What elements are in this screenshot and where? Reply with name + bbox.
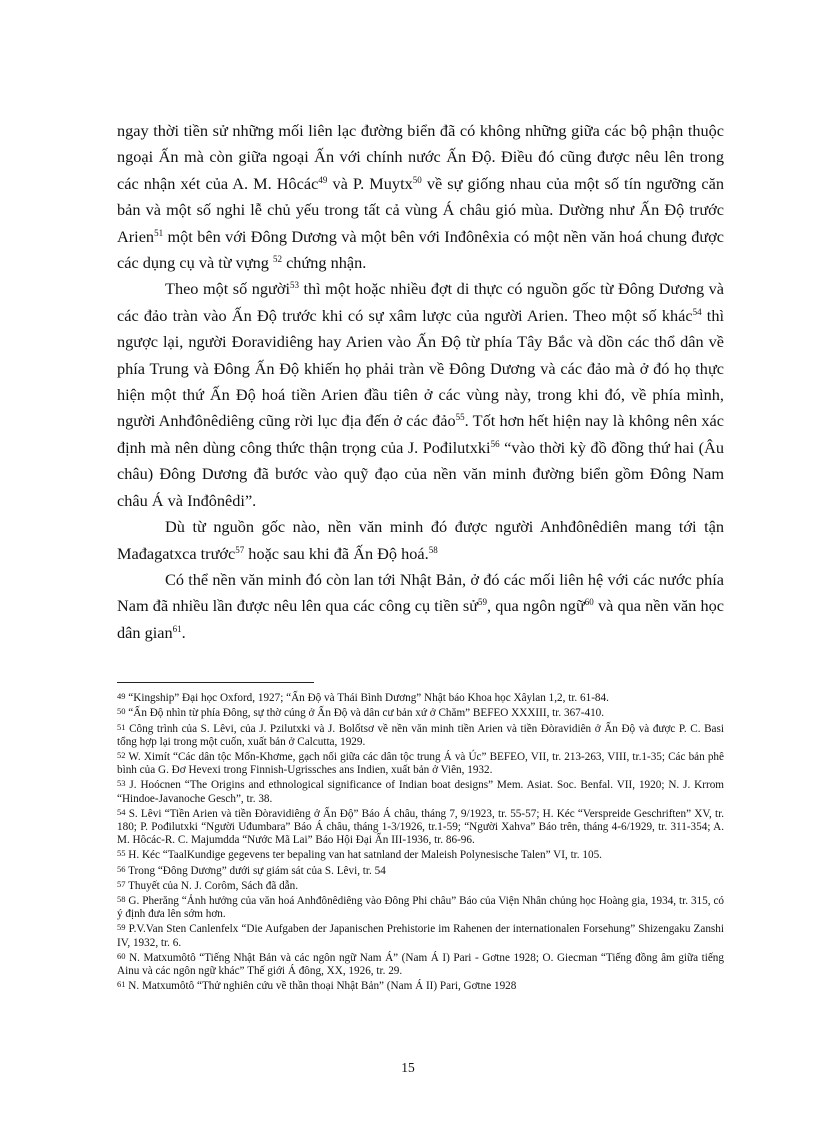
footnote-text: P.V.Van Sten Canlenfelx “Die Aufgaben der Japanischen Prehistorie im Rahenen der internationalen Forsehung” Shizengaku Zanshi IV, 1932, tr. 6. xyxy=(117,923,724,949)
footnote-text: N. Matxumôtô “Thử nghiên cứu về thần thoại Nhật Bản” (Nam Á II) Pari, Gơtne 1928 xyxy=(125,980,517,993)
footnote-ref: 49 xyxy=(318,174,328,185)
footnote-number: 53 xyxy=(117,778,126,789)
footnote-ref: 61 xyxy=(172,623,182,634)
footnote-number: 51 xyxy=(117,721,126,732)
footnote xyxy=(117,690,724,705)
paragraph-text: và qua nền văn học dân gian xyxy=(117,596,724,642)
footnote-text: Công trình của S. Lêvi, của J. Pzilutxki và J. Bolốtsơ về nền văn minh tiền Arien và tiền Đòravidiên ở Ấn Độ và được P. C. Basi tổng hợp lại trong một cuốn, xuất bản ở Calcutta, 1929. xyxy=(117,722,724,748)
footnote-text: “Kingship” Đại học Oxford, 1927; “Ấn Độ và Thái Bình Dương” Nhật báo Khoa học Xâylan 1,2, tr. 61-84. xyxy=(125,692,609,705)
footnote-ref: 51 xyxy=(154,227,164,238)
footnote-number: 58 xyxy=(117,893,126,904)
footnote xyxy=(117,893,724,921)
footnote xyxy=(117,921,724,949)
footnote-number: 57 xyxy=(117,878,126,889)
paragraph-text: . Tốt hơn hết hiện nay là không nên xác định mà nên dùng công thức thận trọng của J. Pođilutxki xyxy=(117,411,724,457)
footnote-number: 60 xyxy=(117,950,126,961)
footnote-number: 52 xyxy=(117,749,126,760)
footnote-ref: 54 xyxy=(692,306,702,317)
footnote-number: 49 xyxy=(117,691,126,702)
footnote-separator xyxy=(117,682,314,683)
footnote-ref: 59 xyxy=(478,597,488,608)
footnotes-list xyxy=(117,690,724,993)
paragraph-3 xyxy=(117,514,724,567)
footnote-ref: 60 xyxy=(584,597,594,608)
footnote-text: G. Pherăng “Ảnh hưởng của văn hoá Anhđônêdiêng vào Đông Phi châu” Báo của Viện Nhân chủng học Hoàng gia, 1934, tr. 315, có ý định đưa lên sớm hơn. xyxy=(117,894,724,921)
footnote xyxy=(117,721,724,749)
paragraph-text: một bên với Đông Dương và một bên với Inđônêxia có một nền văn hoá chung được các dụng cụ và từ vựng xyxy=(117,226,724,273)
footnote xyxy=(117,978,724,993)
footnote xyxy=(117,863,724,878)
paragraph-text: thì một hoặc nhiều đợt di thực có nguồn gốc từ Đông Dương và các đảo tràn vào Ấn Độ trước khi có sự xâm lược của người Arien. Theo một số khác xyxy=(117,279,724,325)
footnote-text: J. Hoócnen “The Origins and ethnological significance of Indian boat designs” Mem. Asiat. Soc. Benfal. VII, 1920; N. J. Krrom “Hindoe-Javanoche Gesch”, tr. 38. xyxy=(117,779,724,805)
footnote-text: S. Lêvi “Tiền Arien và tiền Đòravidiêng ở Ấn Độ” Báo Á châu, tháng 7, 9/1923, tr. 55-57; H. Kéc “Verspreide Geschriften” XV, tr. 180; P. Pođilutxki “Người Uđumbara” Báo Á châu, tháng 1-3/1926, tr.1-59; “Người Xahva” Báo trên, tháng 4-6/1929, tr. 311-354; A. M. Hôcác-R. C. Majumdda “Nước Mã Lai” Báo Hội Đại Ấn III-1936, tr. 86-96. xyxy=(117,807,724,847)
paragraph-text: “vào thời kỳ đồ đồng thứ hai (Âu châu) Đông Dương đã bước vào quỹ đạo của nền văn minh đường biển gồm Đông Nam châu Á và Inđônêdi”. xyxy=(117,437,724,510)
paragraph-text: chứng nhận. xyxy=(282,253,367,273)
footnote-number: 54 xyxy=(117,806,126,817)
paragraph-1 xyxy=(117,118,724,276)
footnote xyxy=(117,749,724,777)
footnote xyxy=(117,777,724,805)
footnote xyxy=(117,847,724,862)
paragraph-text: Theo một số người xyxy=(165,279,290,299)
footnote-text: Trong “Đông Dương” dưới sự giám sát của S. Lêvi, tr. 54 xyxy=(125,864,386,877)
footnote-text: N. Matxumôtô “Tiếng Nhật Bản và các ngôn ngữ Nam Á” (Nam Á I) Pari - Gơtne 1928; O. Giecman “Tiếng đồng âm giữa tiếng Ainu và các ngôn ngữ khác” Thế giới Á đông, XX, 1926, tr. 29. xyxy=(117,951,724,977)
paragraph-text: thì ngược lại, người Đoravidiêng hay Arien vào Ấn Độ từ phía Tây Bắc và dồn các thổ dân về phía Trung và Đông Ấn Độ khiến họ phải tràn về Đông Dương và các đảo mà ở đó họ thực hiện một thứ Ấn Độ hoá tiền Arien đầu tiên ở các vùng này, trong khi đó, về phía mình, người Anhđônêdiêng cũng rời lục địa đến ở các đảo xyxy=(117,305,724,431)
footnote xyxy=(117,705,724,720)
footnote-ref: 52 xyxy=(273,254,282,265)
footnote xyxy=(117,806,724,848)
page-number: 15 xyxy=(401,1060,415,1075)
footnote-number: 50 xyxy=(117,706,126,717)
paragraph-text: , qua ngôn ngữ xyxy=(487,596,585,616)
footnote-ref: 53 xyxy=(290,280,299,291)
footnote xyxy=(117,878,724,893)
paragraph-text: hoặc sau khi đã Ấn Độ hoá. xyxy=(244,543,429,563)
page-body xyxy=(117,118,724,993)
footnote-text: W. Ximít “Các dân tộc Mốn-Khơme, gạch nối giữa các dân tộc trung Á và Úc” BEFEO, VII, tr. 213-263, VIII, tr.1-35; Các bản phê bình của G. Đơ Hevexi trong Finnish-Ugrissches ans Indien, xuất bản ở Viên, 1932. xyxy=(117,750,724,777)
paragraph-text: Dù từ nguồn gốc nào, nền văn minh đó được người Anhđônêdiên mang tới tận Mađagatxca trước xyxy=(117,517,724,563)
paragraph-text: . xyxy=(181,622,186,642)
paragraph-2 xyxy=(117,276,724,514)
footnote-number: 61 xyxy=(117,979,126,990)
footnote-ref: 55 xyxy=(455,412,465,423)
footnote-number: 56 xyxy=(117,863,126,874)
footnote xyxy=(117,950,724,978)
footnote-text: “Ấn Độ nhìn từ phía Đông, sự thờ cúng ở Ấn Độ và dân cư bản xứ ở Chăm” BEFEO XXXIII, tr. 367-410. xyxy=(125,707,605,720)
footnote-ref: 57 xyxy=(235,544,245,555)
footnote-number: 55 xyxy=(117,848,126,859)
footnote-ref: 58 xyxy=(428,544,438,555)
paragraph-text: và P. Muytx xyxy=(327,173,413,193)
footnote-text: H. Kéc “TaalKundige gegevens ter bepaling van hat satnland der Maleish Polynesische Talen” VI, tr. 105. xyxy=(125,849,602,862)
paragraph-text: về sự giống nhau của một số tín ngưỡng căn bản và một số nghi lễ chủ yếu trong tất cả vùng Á châu gió mùa. Dường như Ấn Độ trước Arien xyxy=(117,173,724,246)
footnote-number: 59 xyxy=(117,922,126,933)
paragraph-text: Có thể nền văn minh đó còn lan tới Nhật Bản, ở đó các mối liên hệ với các nước phía Nam đã nhiều lần được nêu lên qua các công cụ tiền sử xyxy=(117,569,724,616)
paragraph-text: ngay thời tiền sử những mối liên lạc đường biển đã có không những giữa các bộ phận thuộc ngoại Ấn mà còn giữa ngoại Ấn với chính nước Ấn Độ. Điều đó cũng được nêu lên trong các nhận xét của A. M. Hôcác xyxy=(117,121,724,193)
footnote-text: Thuyết của N. J. Corôm, Sách đã dẫn. xyxy=(125,879,299,892)
paragraph-4 xyxy=(117,567,724,646)
footnote-ref: 50 xyxy=(412,174,422,185)
footnote-ref: 56 xyxy=(490,438,500,449)
